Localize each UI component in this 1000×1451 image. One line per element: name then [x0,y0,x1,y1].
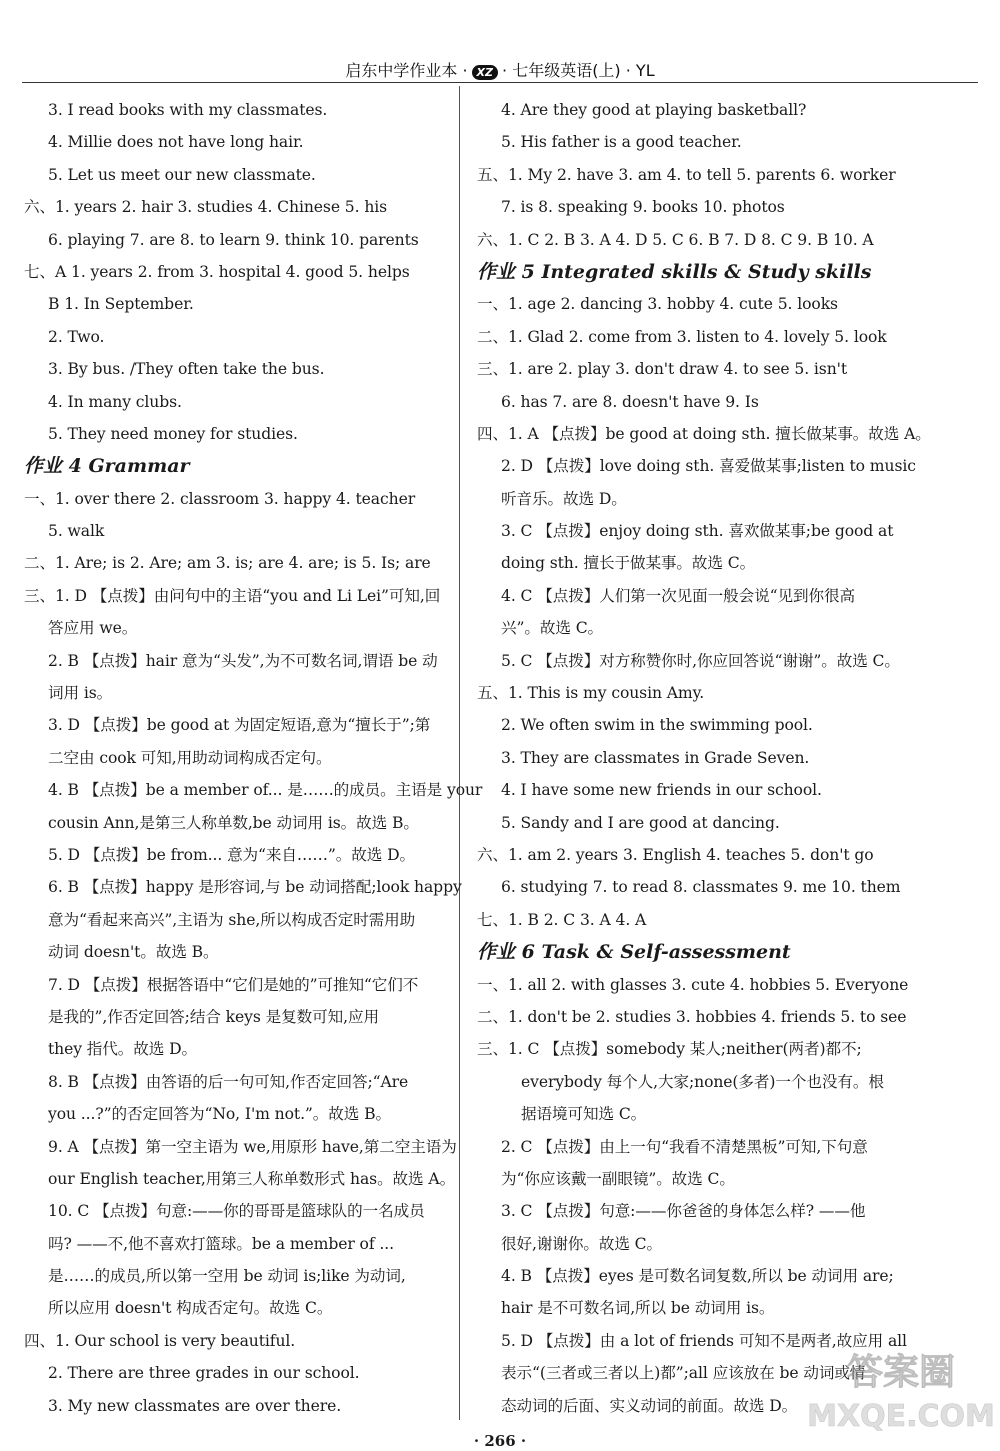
answer-line: 4. Millie does not have long hair. [48,133,304,152]
answer-line: 5. walk [48,522,105,541]
answer-line: hair 是不可数名词,所以 be 动词用 is。 [501,1299,775,1318]
answer-line: you ...?”的否定回答为“No, I'm not.”。故选 B。 [48,1105,391,1124]
answer-line: 五、1. My 2. have 3. am 4. to tell 5. parents 6. worker [477,165,896,184]
answer-line: 3. C 【点拨】句意:——你爸爸的身体怎么样? ——他 [501,1202,866,1221]
answer-line: 5. D 【点拨】由 a lot of friends 可知不是两者,故应用 all [501,1331,907,1350]
watermark-logo [807,1340,995,1438]
answer-line: 听音乐。故选 D。 [501,489,627,508]
answer-line: 9. A 【点拨】第一空主语为 we,用原形 have,第二空主语为 [48,1137,457,1156]
answer-line: 4. I have some new friends in our school. [501,781,822,800]
answer-line: 6. playing 7. are 8. to learn 9. think 10. parents [48,230,419,249]
answer-line: 二、1. Glad 2. come from 3. listen to 4. lovely 5. look [477,327,887,346]
answer-line: 是我的”,作否定回答;结合 keys 是复数可知,应用 [48,1007,379,1026]
answer-line: 6. has 7. are 8. doesn't have 9. Is [501,392,759,411]
answer-line: 七、1. B 2. C 3. A 4. A [477,910,647,929]
answer-line: B 1. In September. [48,295,194,314]
answer-line: 三、1. D 【点拨】由问句中的主语“you and Li Lei”可知,回 [24,586,441,605]
answer-line: 词用 is。 [48,684,113,703]
answer-line: 三、1. are 2. play 3. don't draw 4. to see 5. isn't [477,360,848,379]
section-heading: 作业 4 Grammar [24,455,190,478]
answer-line: 5. Let us meet our new classmate. [48,165,316,184]
answer-line: 一、1. over there 2. classroom 3. happy 4. teacher [24,489,416,508]
answer-line: 7. is 8. speaking 9. books 10. photos [501,198,785,217]
answer-line: 3. D 【点拨】be good at 为固定短语,意为“擅长于”;第 [48,716,431,735]
answer-line: 二、1. Are; is 2. Are; am 3. is; are 4. are; is 5. Is; are [24,554,431,573]
answer-line: 很好,谢谢你。故选 C。 [501,1234,662,1253]
answer-line: 意为“看起来高兴”,主语为 she,所以构成否定时需用助 [48,910,416,929]
answer-line: 7. D 【点拨】根据答语中“它们是她的”可推知“它们不 [48,975,419,994]
answer-line: 五、1. This is my cousin Amy. [477,684,705,703]
answer-line: they 指代。故选 D。 [48,1040,198,1059]
xz-logo-badge: XZ [472,65,498,80]
answer-line: 5. C 【点拨】对方称赞你时,你应回答说“谢谢”。故选 C。 [501,651,900,670]
answer-line: 所以应用 doesn't 构成否定句。故选 C。 [48,1299,333,1318]
answer-line: 四、1. Our school is very beautiful. [24,1331,296,1350]
answer-line: 4. In many clubs. [48,392,182,411]
answer-line: 5. Sandy and I are good at dancing. [501,813,780,832]
answer-line: 二空由 cook 可知,用助动词构成否定句。 [48,748,332,767]
answer-line: 8. B 【点拨】由答语的后一句可知,作否定回答;“Are [48,1072,409,1091]
answer-line: 2. D 【点拨】love doing sth. 喜爱做某事;listen to music [501,457,916,476]
answer-line: doing sth. 擅长于做某事。故选 C。 [501,554,756,573]
header-book-title: 启东中学作业本 · [345,61,468,80]
running-header [0,58,1000,81]
answer-line: 6. B 【点拨】happy 是形容词,与 be 动词搭配;look happy [48,878,462,897]
page-number: · 266 · [473,1432,527,1450]
section-heading: 作业 6 Task & Self-assessment [477,941,791,964]
answer-line: 为“你应该戴一副眼镜”。故选 C。 [501,1169,735,1188]
answer-line: 2. We often swim in the swimming pool. [501,716,813,735]
answer-line: 3. I read books with my classmates. [48,101,328,119]
answer-line: 表示“(三者或三者以上)都”;all 应该放在 be 动词或情 [501,1364,866,1383]
answer-line: 态动词的后面、实义动词的前面。故选 D。 [501,1396,798,1415]
answer-line: 2. There are three grades in our school. [48,1364,360,1383]
answer-line: 动词 doesn't。故选 B。 [48,943,219,962]
answer-line: 一、1. all 2. with glasses 3. cute 4. hobbies 5. Everyone [477,975,909,994]
answer-line: 六、1. C 2. B 3. A 4. D 5. C 6. B 7. D 8. C 9. B 10. A [477,230,874,249]
answer-line: 3. My new classmates are over there. [48,1396,342,1415]
answer-line: 4. C 【点拨】人们第一次见面一般会说“见到你很高 [501,586,855,605]
answer-line: 二、1. don't be 2. studies 3. hobbies 4. friends 5. to see [477,1007,907,1026]
answer-line: 三、1. C 【点拨】somebody 某人;neither(两者)都不; [477,1040,862,1059]
answer-line: 4. B 【点拨】be a member of... 是……的成员。主语是 your [48,781,483,800]
answer-line: 6. studying 7. to read 8. classmates 9. me 10. them [501,878,901,897]
answer-line: 5. His father is a good teacher. [501,133,742,152]
answer-line: 六、1. am 2. years 3. English 4. teaches 5. don't go [477,845,874,864]
answer-line: 4. B 【点拨】eyes 是可数名词复数,所以 be 动词用 are; [501,1267,894,1286]
answer-line: 5. D 【点拨】be from... 意为“来自……”。故选 D。 [48,845,416,864]
answer-line: 七、A 1. years 2. from 3. hospital 4. good 5. helps [24,262,410,281]
answer-line: 2. Two. [48,327,105,346]
answer-line: 一、1. age 2. dancing 3. hobby 4. cute 5. looks [477,295,838,314]
header-subject: · 七年级英语(上) · YL [502,61,655,80]
answer-line: 据语境可知选 C。 [521,1105,647,1124]
answer-line: 四、1. A 【点拨】be good at doing sth. 擅长做某事。故选 A。 [477,424,931,443]
right-column [477,94,977,1422]
answer-line: 3. By bus. /They often take the bus. [48,360,325,379]
header-rule [22,82,978,83]
answer-line: 10. C 【点拨】句意:——你的哥哥是篮球队的一名成员 [48,1202,425,1221]
answer-line: 2. B 【点拨】hair 意为“头发”,为不可数名词,谓语 be 动 [48,651,438,670]
answer-line: 2. C 【点拨】由上一句“我看不清楚黑板”可知,下句意 [501,1137,868,1156]
answer-line: 3. They are classmates in Grade Seven. [501,748,810,767]
watermark-bottom-text: MXQE.COM [807,1399,995,1434]
answer-line: 3. C 【点拨】enjoy doing sth. 喜欢做某事;be good at [501,522,894,541]
answer-line: everybody 每个人,大家;none(多者)一个也没有。根 [521,1072,884,1091]
watermark-top-text: 答案圈 [846,1352,956,1393]
column-divider [459,86,460,1420]
answer-line: 是……的成员,所以第一空用 be 动词 is;like 为动词, [48,1267,406,1286]
answer-line: 4. Are they good at playing basketball? [501,101,807,119]
answer-line: 兴”。故选 C。 [501,619,604,638]
answer-line: 答应用 we。 [48,619,138,638]
answer-line: cousin Ann,是第三人称单数,be 动词用 is。故选 B。 [48,813,419,832]
answer-line: 六、1. years 2. hair 3. studies 4. Chinese 5. his [24,198,388,217]
answer-line: 5. They need money for studies. [48,424,298,443]
answer-line: our English teacher,用第三人称单数形式 has。故选 A。 [48,1169,456,1188]
answer-line: 吗? ——不,他不喜欢打篮球。be a member of ... [48,1234,394,1253]
section-heading: 作业 5 Integrated skills & Study skills [477,260,872,283]
left-column [24,94,483,1422]
